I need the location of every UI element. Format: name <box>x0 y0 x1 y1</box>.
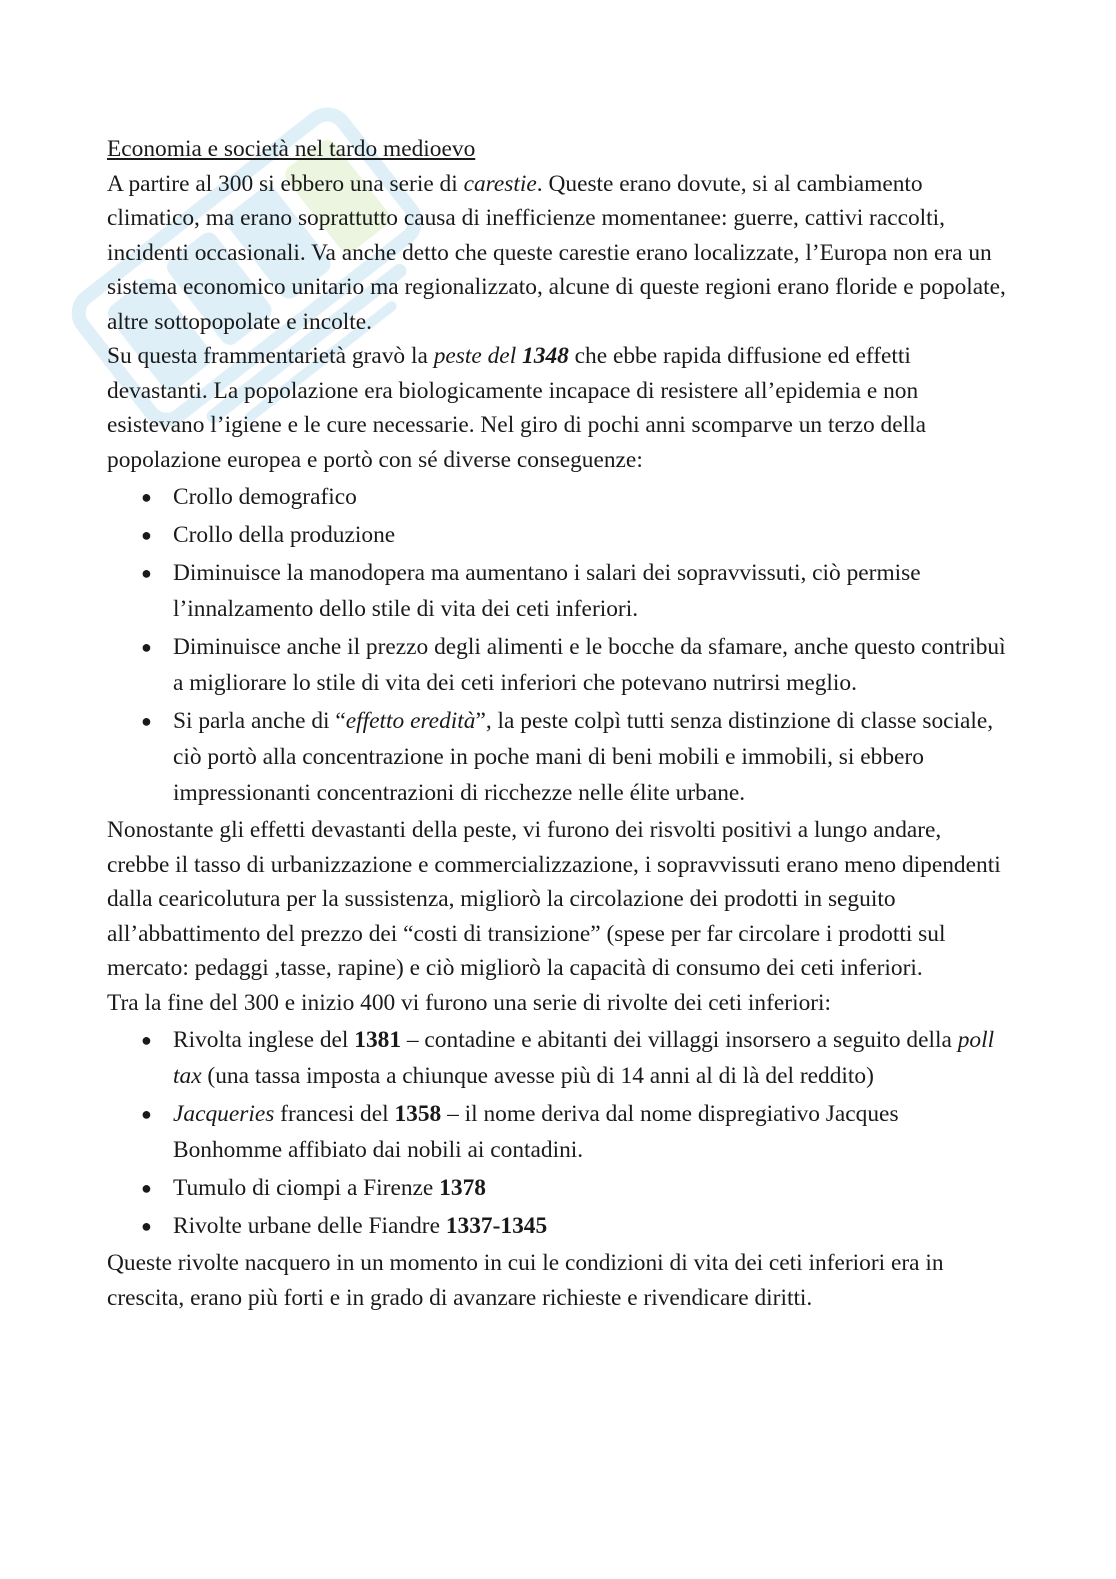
paragraph-risvolti: Nonostante gli effetti devastanti della peste, vi furono dei risvolti positivi a lungo andare, crebbe il tasso di urbanizzazione e commercializzazione, i sopravvissuti erano meno dipendenti dalla cearicolutura per la sussistenza, migliorò la circolazione dei prodotti in seguito all’abbattimento del prezzo dei “costi di transizione” (spese per far circolare i prodotti sul mercato: pedaggi ,tasse, rapine) e ciò migliorò la capacità di consumo dei ceti inferiori. <box>107 817 1001 981</box>
list-item: ● Crollo demografico <box>107 479 1007 515</box>
bullet-icon: ● <box>141 487 152 507</box>
consequences-list <box>107 479 1007 811</box>
bullet-icon: ● <box>141 711 152 731</box>
paragraph-conclusion: Queste rivolte nacquero in un momento in cui le condizioni di vita dei ceti inferiori era in crescita, erano più forti e in grado di avanzare richieste e rivendicare diritti. <box>107 1250 944 1311</box>
bullet-icon: ● <box>141 1216 152 1236</box>
bullet-icon: ● <box>141 1104 152 1124</box>
list-item: ● Crollo della produzione <box>107 517 1007 553</box>
bullet-icon: ● <box>141 1178 152 1198</box>
list-item: ● Diminuisce anche il prezzo degli alimenti e le bocche da sfamare, anche questo contribuì a migliorare lo stile di vita dei ceti inferiori che potevano nutrirsi meglio. <box>107 629 1007 701</box>
page-title: Economia e società nel tardo medioevo <box>107 136 476 162</box>
document-page <box>107 132 1007 1315</box>
bullet-icon: ● <box>141 525 152 545</box>
list-item: ● Tumulo di ciompi a Firenze 1378 <box>107 1170 1007 1206</box>
paragraph-rivolte-intro: Tra la fine del 300 e inizio 400 vi furono una serie di rivolte dei ceti inferiori: <box>107 989 832 1016</box>
list-item: ● Rivolte urbane delle Fiandre 1337-1345 <box>107 1208 1007 1244</box>
list-item: ● Diminuisce la manodopera ma aumentano i salari dei sopravvissuti, ciò permise l’innalzamento dello stile di vita dei ceti inferiori. <box>107 555 1007 627</box>
bullet-icon: ● <box>141 637 152 657</box>
list-item: ● Rivolta inglese del 1381 – contadine e abitanti dei villaggi insorsero a seguito della poll tax (una tassa imposta a chiunque avesse più di 14 anni al di là del reddito) <box>107 1022 1007 1094</box>
bullet-icon: ● <box>141 1030 152 1050</box>
paragraph-carestie: A partire al 300 si ebbero una serie di carestie. Queste erano dovute, si al cambiamento climatico, ma erano soprattutto causa di inefficienze momentanee: guerre, cattivi raccolti, incidenti occasionali. Va anche detto che queste carestie erano localizzate, l’Europa non era un sistema economico unitario ma regionalizzato, alcune di queste regioni erano floride e popolate, altre sottopopolate e incolte. <box>107 170 1006 335</box>
paragraph-peste: Su questa frammentarietà gravò la peste del 1348 che ebbe rapida diffusione ed effetti devastanti. La popolazione era biologicamente incapace di resistere all’epidemia e non esistevano l’igiene e le cure necessarie. Nel giro di pochi anni scomparve un terzo della popolazione europea e portò con sé diverse conseguenze: <box>107 343 926 473</box>
bullet-icon: ● <box>141 563 152 583</box>
revolts-list <box>107 1022 1007 1244</box>
list-item: ● Si parla anche di “effetto eredità”, la peste colpì tutti senza distinzione di classe sociale, ciò portò alla concentrazione in poche mani di beni mobili e immobili, si ebbero impressionanti concentrazioni di ricchezze nelle élite urbane. <box>107 703 1007 811</box>
list-item: ● Jacqueries francesi del 1358 – il nome deriva dal nome dispregiativo Jacques Bonhomme affibiato dai nobili ai contadini. <box>107 1096 1007 1168</box>
